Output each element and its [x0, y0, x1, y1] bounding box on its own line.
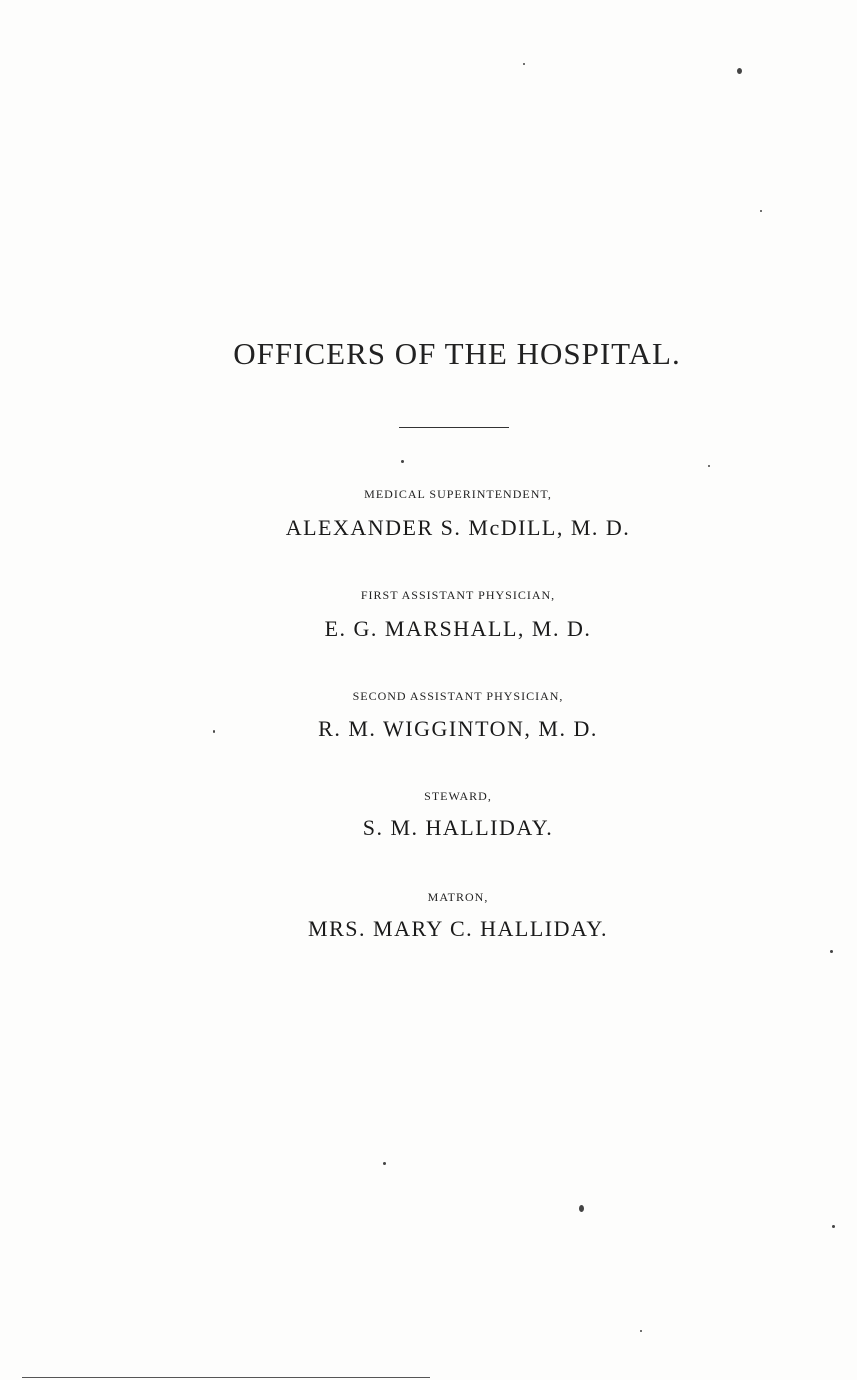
office-title-first-assistant-physician: FIRST ASSISTANT PHYSICIAN,: [360, 588, 556, 602]
office-title-medical-superintendent: MEDICAL SUPERINTENDENT,: [364, 487, 552, 501]
scan-speck: [640, 1330, 642, 1332]
officer-name-steward: S. M. HALLIDAY.: [362, 815, 554, 840]
officer-name-first-assistant-physician: E. G. MARSHALL, M. D.: [324, 616, 592, 641]
title-divider: [399, 427, 509, 428]
scan-speck: [579, 1205, 584, 1212]
scan-speck: [737, 68, 742, 74]
scan-speck: [383, 1162, 386, 1165]
office-title-steward: STEWARD,: [424, 789, 492, 803]
officer-name-matron: MRS. MARY C. HALLIDAY.: [308, 916, 608, 941]
scan-speck: [832, 1225, 835, 1228]
office-title-second-assistant-physician: SECOND ASSISTANT PHYSICIAN,: [352, 689, 564, 703]
bottom-edge-line: [22, 1377, 430, 1378]
scan-speck: [523, 63, 525, 65]
scan-speck: [213, 730, 215, 733]
officer-name-second-assistant-physician: R. M. WIGGINTON, M. D.: [318, 716, 598, 741]
scan-speck: [830, 950, 833, 953]
scan-speck: [708, 465, 710, 467]
page-title: OFFICERS OF THE HOSPITAL.: [233, 336, 681, 371]
scan-speck: [401, 460, 404, 463]
scan-speck: [760, 210, 762, 212]
officer-name-medical-superintendent: ALEXANDER S. McDILL, M. D.: [285, 515, 631, 540]
office-title-matron: MATRON,: [427, 890, 489, 904]
